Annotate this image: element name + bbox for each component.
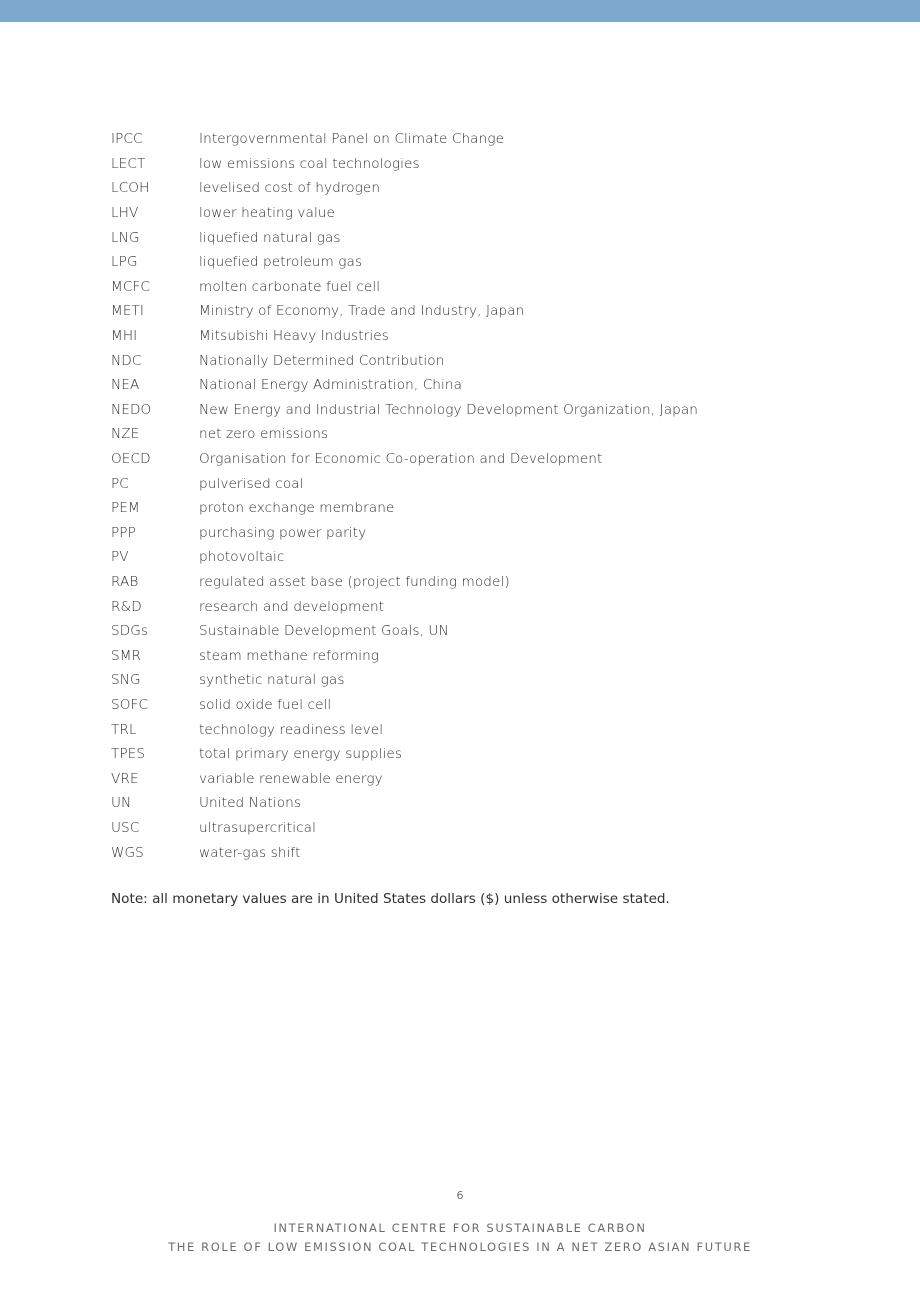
abbreviations-list bbox=[111, 127, 831, 865]
abbreviation-definition: synthetic natural gas bbox=[199, 672, 345, 689]
abbreviation-term: USC bbox=[111, 819, 140, 836]
abbreviation-definition: water-gas shift bbox=[199, 844, 301, 861]
abbreviation-term: PV bbox=[111, 549, 129, 566]
abbreviation-row bbox=[111, 324, 831, 349]
abbreviation-row bbox=[111, 791, 831, 816]
abbreviation-term: OECD bbox=[111, 451, 151, 468]
abbreviation-term: LNG bbox=[111, 229, 140, 246]
abbreviation-row bbox=[111, 201, 831, 226]
abbreviation-row bbox=[111, 619, 831, 644]
abbreviation-definition: levelised cost of hydrogen bbox=[199, 180, 381, 197]
abbreviation-definition: liquefied natural gas bbox=[199, 229, 341, 246]
abbreviation-definition: New Energy and Industrial Technology Development Organization, Japan bbox=[199, 401, 699, 418]
abbreviation-row bbox=[111, 766, 831, 791]
abbreviation-term: PEM bbox=[111, 500, 140, 517]
abbreviation-row bbox=[111, 422, 831, 447]
abbreviation-row bbox=[111, 496, 831, 521]
abbreviation-row bbox=[111, 545, 831, 570]
abbreviation-definition: Nationally Determined Contribution bbox=[199, 352, 445, 369]
monetary-note: Note: all monetary values are in United States dollars ($) unless otherwise stated. bbox=[111, 891, 670, 907]
abbreviation-definition: pulverised coal bbox=[199, 475, 304, 492]
abbreviation-definition: Sustainable Development Goals, UN bbox=[199, 623, 449, 640]
abbreviation-definition: net zero emissions bbox=[199, 426, 329, 443]
abbreviation-definition: steam methane reforming bbox=[199, 647, 380, 664]
abbreviation-term: SMR bbox=[111, 647, 142, 664]
header-bar bbox=[0, 0, 920, 22]
abbreviation-definition: United Nations bbox=[199, 795, 302, 812]
abbreviation-definition: low emissions coal technologies bbox=[199, 155, 420, 172]
abbreviation-row bbox=[111, 643, 831, 668]
abbreviation-row bbox=[111, 299, 831, 324]
abbreviation-row bbox=[111, 742, 831, 767]
abbreviation-definition: technology readiness level bbox=[199, 721, 384, 738]
footer-report-title: THE ROLE OF LOW EMISSION COAL TECHNOLOGIES IN A NET ZERO ASIAN FUTURE bbox=[168, 1240, 752, 1254]
abbreviation-definition: proton exchange membrane bbox=[199, 500, 395, 517]
abbreviation-definition: molten carbonate fuel cell bbox=[199, 278, 381, 295]
abbreviation-row bbox=[111, 127, 831, 152]
abbreviation-row bbox=[111, 816, 831, 841]
abbreviation-term: NZE bbox=[111, 426, 140, 443]
abbreviation-term: LCOH bbox=[111, 180, 150, 197]
abbreviation-term: LPG bbox=[111, 254, 138, 271]
abbreviation-definition: variable renewable energy bbox=[199, 770, 383, 787]
abbreviation-definition: total primary energy supplies bbox=[199, 746, 402, 763]
abbreviation-definition: ultrasupercritical bbox=[199, 819, 316, 836]
abbreviation-term: SDGs bbox=[111, 623, 149, 640]
footer-organisation: INTERNATIONAL CENTRE FOR SUSTAINABLE CARBON bbox=[273, 1221, 647, 1235]
abbreviation-definition: liquefied petroleum gas bbox=[199, 254, 363, 271]
abbreviation-term: MHI bbox=[111, 328, 138, 345]
abbreviation-term: SOFC bbox=[111, 696, 149, 713]
abbreviation-row bbox=[111, 275, 831, 300]
abbreviation-term: IPCC bbox=[111, 131, 143, 148]
abbreviation-definition: National Energy Administration, China bbox=[199, 377, 463, 394]
abbreviation-row bbox=[111, 717, 831, 742]
abbreviation-row bbox=[111, 693, 831, 718]
abbreviation-term: R&D bbox=[111, 598, 142, 615]
abbreviation-row bbox=[111, 250, 831, 275]
abbreviation-definition: lower heating value bbox=[199, 205, 336, 222]
abbreviation-row bbox=[111, 471, 831, 496]
abbreviation-definition: Mitsubishi Heavy Industries bbox=[199, 328, 389, 345]
abbreviation-definition: purchasing power parity bbox=[199, 524, 367, 541]
abbreviation-row bbox=[111, 373, 831, 398]
abbreviation-row bbox=[111, 594, 831, 619]
abbreviation-term: SNG bbox=[111, 672, 141, 689]
abbreviation-row bbox=[111, 152, 831, 177]
abbreviation-term: NEDO bbox=[111, 401, 152, 418]
abbreviation-row bbox=[111, 521, 831, 546]
abbreviation-row bbox=[111, 668, 831, 693]
abbreviation-term: METI bbox=[111, 303, 145, 320]
abbreviation-definition: photovoltaic bbox=[199, 549, 285, 566]
abbreviation-definition: solid oxide fuel cell bbox=[199, 696, 332, 713]
abbreviation-row bbox=[111, 348, 831, 373]
abbreviation-term: LHV bbox=[111, 205, 139, 222]
abbreviation-row bbox=[111, 176, 831, 201]
page-number: 6 bbox=[456, 1189, 464, 1202]
abbreviation-definition: research and development bbox=[199, 598, 385, 615]
abbreviation-row bbox=[111, 570, 831, 595]
abbreviation-term: PC bbox=[111, 475, 129, 492]
abbreviation-definition: Organisation for Economic Co-operation and Development bbox=[199, 451, 603, 468]
abbreviation-term: UN bbox=[111, 795, 132, 812]
abbreviation-definition: Ministry of Economy, Trade and Industry, Japan bbox=[199, 303, 525, 320]
abbreviation-term: RAB bbox=[111, 573, 139, 590]
abbreviation-term: TPES bbox=[111, 746, 146, 763]
abbreviation-term: MCFC bbox=[111, 278, 150, 295]
abbreviation-term: WGS bbox=[111, 844, 144, 861]
abbreviation-row bbox=[111, 447, 831, 472]
abbreviation-row bbox=[111, 225, 831, 250]
abbreviation-definition: regulated asset base (project funding model) bbox=[199, 573, 510, 590]
abbreviation-row bbox=[111, 840, 831, 865]
abbreviation-term: TRL bbox=[111, 721, 137, 738]
abbreviation-term: VRE bbox=[111, 770, 139, 787]
abbreviation-term: NEA bbox=[111, 377, 140, 394]
abbreviation-term: PPP bbox=[111, 524, 136, 541]
abbreviation-term: NDC bbox=[111, 352, 142, 369]
abbreviation-row bbox=[111, 398, 831, 423]
abbreviation-definition: Intergovernmental Panel on Climate Change bbox=[199, 131, 505, 148]
abbreviation-term: LECT bbox=[111, 155, 146, 172]
